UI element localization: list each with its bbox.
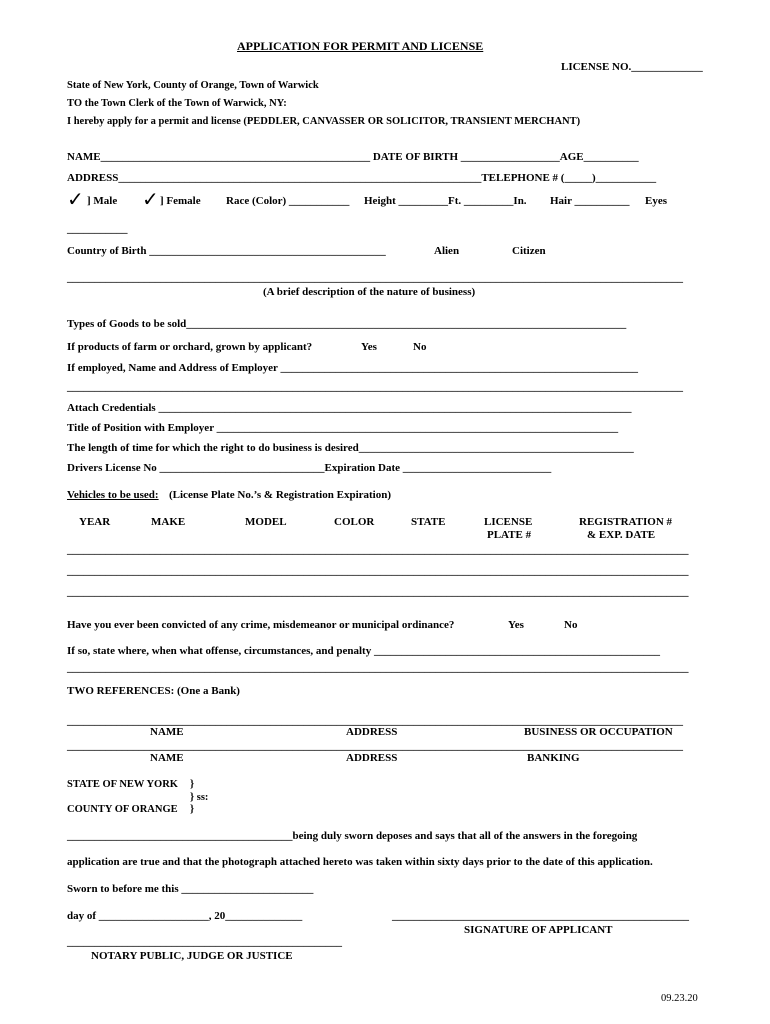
form-revision-date: 09.23.20	[661, 993, 698, 1004]
bank-name-label: NAME	[150, 752, 184, 764]
license-number-field[interactable]: LICENSE NO._____________	[561, 61, 703, 73]
col-make: MAKE	[151, 516, 186, 528]
race-field[interactable]: Race (Color) ___________	[226, 195, 350, 207]
reference-name-label: NAME	[150, 726, 184, 738]
reference-business-label: BUSINESS OR OCCUPATION	[524, 726, 673, 738]
drivers-license-field[interactable]: Drivers License No ______________________________Expiration Date ___________________________	[67, 462, 552, 474]
col-license-plate-2: PLATE #	[487, 529, 532, 541]
farm-no-option[interactable]: No	[413, 341, 427, 353]
signature-line[interactable]: ______________________________________________________	[392, 910, 689, 922]
signature-label: SIGNATURE OF APPLICANT	[464, 924, 613, 936]
col-model: MODEL	[245, 516, 287, 528]
vehicles-heading: Vehicles to be used:	[67, 489, 159, 501]
conviction-details-line2[interactable]: _________________________________________________________________________________________________________________	[67, 662, 689, 674]
form-title: APPLICATION FOR PERMIT AND LICENSE	[237, 39, 484, 53]
alien-option[interactable]: Alien	[434, 245, 460, 257]
conviction-details-field[interactable]: If so, state where, when what offense, circumstances, and penalty ____________________________________________________	[67, 645, 660, 657]
brace-bottom: }	[190, 804, 195, 815]
brace-top: }	[190, 779, 195, 790]
col-state: STATE	[411, 516, 446, 528]
female-check-icon[interactable]: ✓	[142, 189, 159, 211]
jurisdiction-line: State of New York, County of Orange, Town of Warwick	[67, 80, 319, 91]
farm-yes-option[interactable]: Yes	[361, 341, 377, 353]
vehicle-row[interactable]: _________________________________________________________________________________________________________________	[67, 586, 689, 598]
references-heading: TWO REFERENCES: (One a Bank)	[67, 685, 240, 697]
notary-line[interactable]: __________________________________________________	[67, 936, 342, 948]
conviction-yes-option[interactable]: Yes	[508, 619, 524, 631]
reference-line-2[interactable]: ________________________________________________________________________________________________________________	[67, 740, 683, 752]
reference-line-1[interactable]: ________________________________________________________________________________________________________________	[67, 715, 683, 727]
hair-field[interactable]: Hair __________	[550, 195, 630, 207]
country-of-birth-field[interactable]: Country of Birth ___________________________________________	[67, 245, 386, 257]
notary-label: NOTARY PUBLIC, JUDGE OR JUSTICE	[91, 950, 293, 962]
reference-address-label: ADDRESS	[346, 726, 398, 738]
male-label: ] Male	[87, 195, 118, 207]
position-title-field[interactable]: Title of Position with Employer _________________________________________________________________________	[67, 422, 619, 434]
business-description-line[interactable]: ________________________________________________________________________________________________________________	[67, 272, 683, 284]
vehicle-row[interactable]: _________________________________________________________________________________________________________________	[67, 544, 689, 556]
credentials-field[interactable]: Attach Credentials ______________________________________________________________________________________	[67, 402, 632, 414]
day-of-field[interactable]: day of ____________________, 20______________	[67, 910, 303, 922]
conviction-no-option[interactable]: No	[564, 619, 578, 631]
bank-address-label: ADDRESS	[346, 752, 398, 764]
farm-products-question: If products of farm or orchard, grown by applicant?	[67, 341, 313, 353]
col-license-plate-1: LICENSE	[484, 516, 533, 528]
business-description-caption: (A brief description of the nature of business)	[263, 286, 476, 298]
county-label: COUNTY OF ORANGE	[67, 804, 178, 815]
address-telephone-line[interactable]: ADDRESS__________________________________________________________________TELEPHONE # (_____)___________	[67, 172, 657, 184]
eyes-field[interactable]: ___________	[67, 223, 128, 235]
sworn-before-field[interactable]: Sworn to before me this ________________________	[67, 883, 314, 895]
ss-label: } ss:	[190, 792, 209, 803]
vehicles-heading-note: (License Plate No.’s & Registration Expiration)	[169, 489, 392, 501]
col-color: COLOR	[334, 516, 375, 528]
sworn-statement-line2: application are true and that the photograph attached hereto was taken within sixty days prior to the date of this application.	[67, 856, 653, 868]
state-label: STATE OF NEW YORK	[67, 779, 178, 790]
citizen-option[interactable]: Citizen	[512, 245, 546, 257]
vehicle-row[interactable]: _________________________________________________________________________________________________________________	[67, 565, 689, 577]
height-field[interactable]: Height _________Ft. _________In.	[364, 195, 527, 207]
female-label: ] Female	[160, 195, 201, 207]
name-dob-age-line[interactable]: NAME_________________________________________________ DATE OF BIRTH __________________AGE__________	[67, 151, 639, 163]
sworn-statement-line1[interactable]: _________________________________________being duly sworn deposes and says that all of the answers in the foregoing	[67, 830, 638, 842]
addressee-line: TO the Town Clerk of the Town of Warwick, NY:	[67, 98, 287, 109]
employer-field[interactable]: If employed, Name and Address of Employer _________________________________________________________________	[67, 362, 638, 374]
eyes-label: Eyes	[645, 195, 667, 207]
types-of-goods-field[interactable]: Types of Goods to be sold________________________________________________________________________________	[67, 318, 627, 330]
employer-field-line2[interactable]: ________________________________________________________________________________________________________________	[67, 381, 683, 393]
col-year: YEAR	[79, 516, 111, 528]
application-statement: I hereby apply for a permit and license (PEDDLER, CANVASSER OR SOLICITOR, TRANSIENT MERCHANT)	[67, 116, 581, 127]
banking-label: BANKING	[527, 752, 580, 764]
conviction-question: Have you ever been convicted of any crime, misdemeanor or municipal ordinance?	[67, 619, 455, 631]
col-registration-2: & EXP. DATE	[587, 529, 656, 541]
male-check-icon[interactable]: ✓	[67, 189, 84, 211]
col-registration-1: REGISTRATION #	[579, 516, 673, 528]
business-duration-field[interactable]: The length of time for which the right to do business is desired__________________________________________________	[67, 442, 634, 454]
